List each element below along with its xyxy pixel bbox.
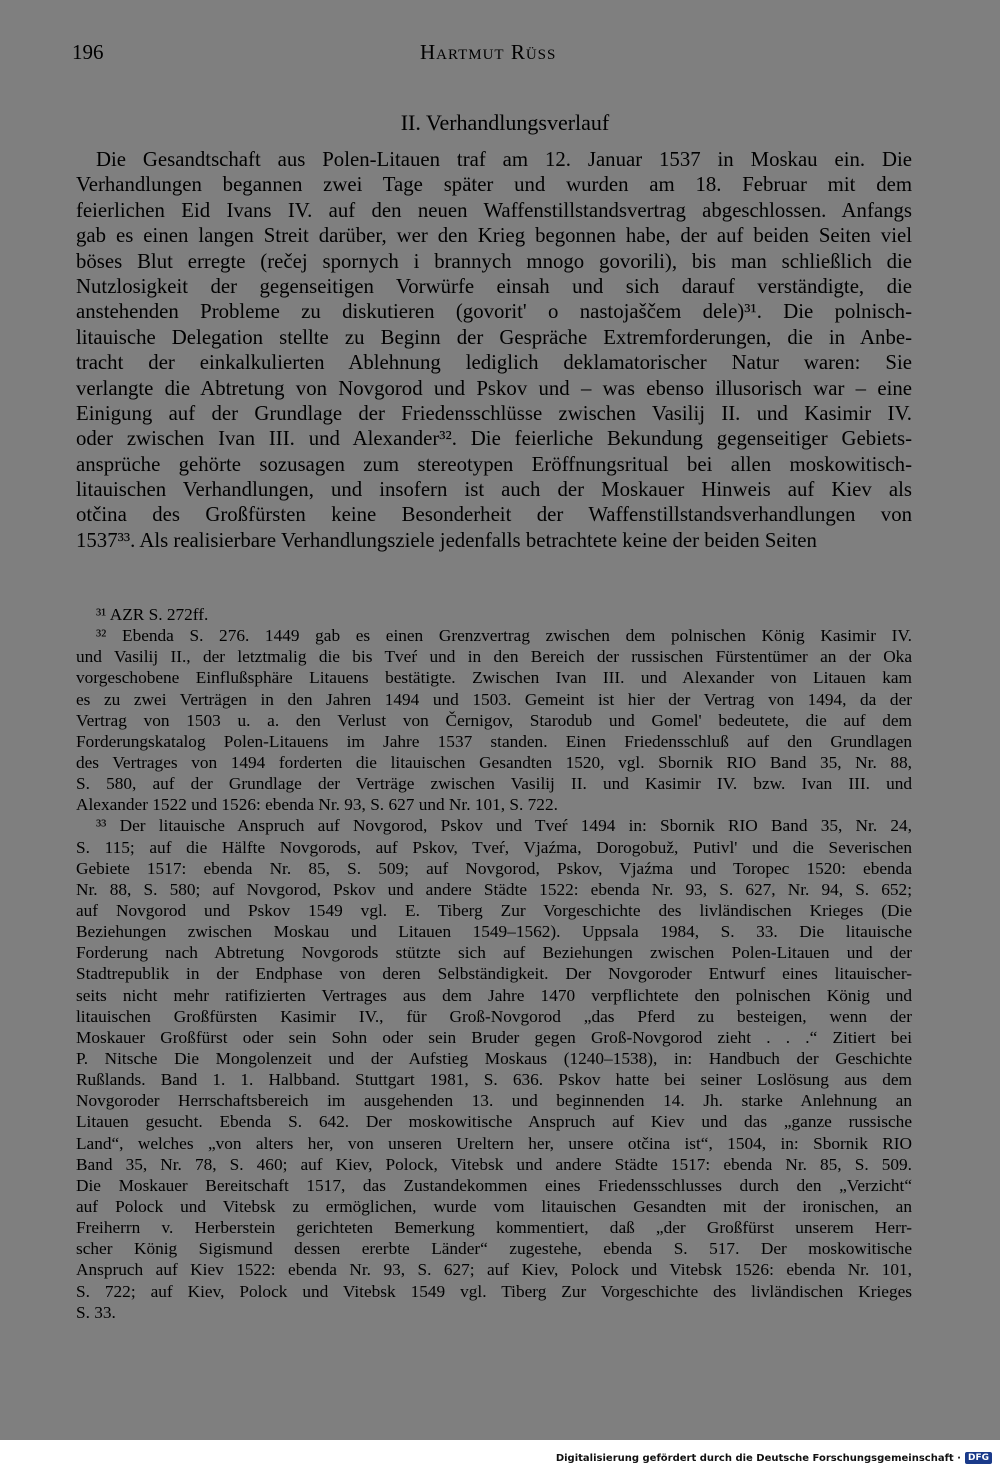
text-line: feierlichen Eid Ivans IV. auf den neuen Waffenstillstandsvertrag abgeschlossen. Anfangs bbox=[76, 198, 912, 222]
digitization-footer bbox=[556, 1452, 992, 1464]
text-line: tracht der einkalkulierten Ablehnung lediglich deklamatorischer Natur waren: Sie bbox=[76, 351, 912, 375]
text-line: Nr. 88, S. 580; auf Novgorod, Pskov und andere Städte 1522: ebenda Nr. 93, S. 627, Nr. 94, S. 652; bbox=[76, 879, 912, 899]
text-line: Novgoroder Herrschaftsbereich im ausgehenden 13. und beginnenden 14. Jh. starke Anlehnung an bbox=[76, 1091, 912, 1111]
text-line: S. 115; auf die Hälfte Novgorods, auf Pskov, Tveŕ, Vjaźma, Dorogobuž, Putivl' und die Severischen bbox=[76, 837, 912, 857]
text-line: Land“, welches „von alters her, von unseren Ureltern her, unsere otčina ist“, 1504, in: Sbornik RIO bbox=[76, 1133, 912, 1153]
text-line: und Vasilij II., der letztmalig die bis Tveŕ und in den Bereich der russischen Fürstentümer an der Oka bbox=[76, 647, 912, 667]
text-line: S. 33. bbox=[76, 1302, 116, 1322]
body-text bbox=[76, 147, 912, 553]
text-line: Verhandlungen begannen zwei Tage später und wurden am 18. Februar mit dem bbox=[76, 173, 912, 197]
text-line: böses Blut erregte (rečej spornych i brannych mnogo govorili), bis man schließlich die bbox=[76, 249, 912, 273]
text-line: gab es einen langen Streit darüber, wer den Krieg begonnen habe, der auf beiden Seiten viel bbox=[76, 224, 912, 248]
section-heading: II. Verhandlungsverlauf bbox=[400, 110, 610, 135]
text-line: Forderung nach Abtretung Novgorods stützte sich auf Beziehungen zwischen Polen-Litauen und der bbox=[76, 943, 912, 963]
text-line: anstehenden Probleme zu diskutieren (govorit' o nastojaščem dele)³¹. Die polnisch- bbox=[76, 300, 912, 324]
text-line: auf Novgorod und Pskov 1549 vgl. E. Tiberg Zur Vorgeschichte des livländischen Krieges (Die bbox=[76, 900, 912, 920]
text-line: Forderungskatalog Polen-Litauens im Jahre 1537 standen. Einen Friedensschluß auf den Grundlagen bbox=[76, 731, 912, 751]
text-line: 1537³³. Als realisierbare Verhandlungsziele jedenfalls betrachtete keine der beiden Seiten bbox=[76, 528, 817, 552]
text-line: seits nicht mehr ratifizierten Vertrages aus dem Jahre 1470 verpflichtete den polnischen König und bbox=[76, 985, 912, 1005]
text-line: oder zwischen Ivan III. und Alexander³². Die feierliche Bekundung gegenseitiger Gebiets- bbox=[76, 427, 912, 451]
text-line: S. 580, auf der Grundlage der Verträge zwischen Vasilij II. und Kasimir IV. bzw. Ivan III. und bbox=[76, 774, 912, 794]
dfg-logo: DFG bbox=[965, 1452, 992, 1464]
text-line: ³² Ebenda S. 276. 1449 gab es einen Grenzvertrag zwischen dem polnischen König Kasimir IV. bbox=[96, 626, 912, 646]
text-line: Gebiete 1517: ebenda Nr. 85, S. 509; auf Novgorod, Pskov, Vjaźma und Toropec 1520: ebenda bbox=[76, 858, 912, 878]
text-line: des Vertrages von 1494 forderten die litauischen Gesandten 1520, vgl. Sbornik RIO Band 35, Nr. 88, bbox=[76, 752, 912, 772]
text-line: Die Gesandtschaft aus Polen-Litauen traf am 12. Januar 1537 in Moskau ein. Die bbox=[96, 148, 912, 171]
text-line: Vertrag von 1503 u. a. den Verlust von Černigov, Starodub und Gomel' bedeutete, die auf dem bbox=[76, 710, 912, 730]
text-line: Beziehungen zwischen Moskau und Litauen 1549–1562). Uppsala 1984, S. 33. Die litauische bbox=[76, 922, 912, 942]
text-line: vorgeschobene Einflußsphäre Litauens bestätigte. Zwischen Ivan III. und Alexander von Litauen kam bbox=[76, 668, 912, 688]
text-line: ³³ Der litauische Anspruch auf Novgorod, Pskov und Tveŕ 1494 in: Sbornik RIO Band 35, Nr. 24, bbox=[96, 816, 912, 836]
text-line: ansprüche gehörte sozusagen zum stereotypen Eröffnungsritual bei allen moskowitisch- bbox=[76, 452, 912, 476]
text-line: Stadtrepublik in der Endphase von deren Selbständigkeit. Der Novgoroder Entwurf eines litauischer- bbox=[76, 964, 912, 984]
text-line: Anspruch auf Kiev 1522: ebenda Nr. 93, S. 627; auf Kiev, Polock und Vitebsk 1526: ebenda Nr. 101, bbox=[76, 1260, 912, 1280]
text-line: auf Polock und Vitebsk zu ermöglichen, wurde vom litauischen Gesandten mit der ironischen, an bbox=[76, 1196, 912, 1216]
text-line: verlangte die Abtretung von Novgorod und Pskov und – was ebenso illusorisch war – eine bbox=[76, 376, 912, 400]
footer-text: Digitalisierung gefördert durch die Deutsche Forschungsgemeinschaft · bbox=[555, 1452, 961, 1464]
text-line: Einigung auf der Grundlage der Friedensschlüsse zwischen Vasilij II. und Kasimir IV. bbox=[76, 401, 912, 425]
running-head: Hartmut Rüss bbox=[420, 40, 557, 64]
text-line: litauischen Großfürsten Kasimir IV., für Groß-Novgorod „das Pferd zu besteigen, wenn der bbox=[76, 1006, 912, 1026]
text-line: ³¹ AZR S. 272ff. bbox=[96, 605, 209, 624]
text-line: Band 35, Nr. 78, S. 460; auf Kiev, Polock, Vitebsk und andere Städte 1517: ebenda Nr. 85, S. 509. bbox=[76, 1154, 912, 1174]
text-line: Die Moskauer Bereitschaft 1517, das Zustandekommen eines Friedensschlusses durch den „Verzicht“ bbox=[76, 1175, 912, 1195]
text-line: Moskauer Großfürst oder sein Sohn oder sein Bruder gegen Groß-Novgorod zieht . . .“ Zitiert bei bbox=[76, 1027, 912, 1047]
text-line: S. 722; auf Kiev, Polock und Vitebsk 1549 vgl. Tiberg Zur Vorgeschichte des livländischen Krieges bbox=[76, 1281, 912, 1301]
text-line: Nutzlosigkeit der gegenseitigen Vorwürfe einsah und sich darauf verständigte, die bbox=[76, 274, 912, 298]
page-number: 196 bbox=[72, 40, 104, 64]
text-line: es zu zwei Verträgen in den Jahren 1494 und 1503. Gemeint ist hier der Vertrag von 1494, da der bbox=[76, 689, 912, 709]
text-line: litauischen Verhandlungen, und insofern ist auch der Moskauer Hinweis auf Kiev als bbox=[76, 478, 912, 502]
text-line: Litauen gesucht. Ebenda S. 642. Der moskowitische Anspruch auf Kiev und das „ganze russische bbox=[76, 1112, 912, 1132]
text-line: Freiherrn v. Herberstein gerichteten Bemerkung kommentiert, daß „der Großfürst unserem Herr- bbox=[76, 1218, 912, 1238]
text-line: P. Nitsche Die Mongolenzeit und der Aufstieg Moskaus (1240–1538), in: Handbuch der Geschichte bbox=[76, 1048, 912, 1068]
text-line: otčina des Großfürsten keine Besonderheit der Waffenstillstandsverhandlungen von bbox=[76, 503, 912, 527]
footnotes bbox=[76, 604, 912, 1323]
text-line: Rußlands. Band 1. 1. Halbband. Stuttgart 1981, S. 636. Pskov hatte bei seiner Loslösung aus dem bbox=[76, 1070, 912, 1090]
text-line: litauische Delegation stellte zu Beginn der Gespräche Extremforderungen, die in Anbe- bbox=[76, 325, 912, 349]
text-line: scher König Sigismund dessen ererbte Länder“ zugestehe, ebenda S. 517. Der moskowitische bbox=[76, 1239, 912, 1259]
text-line: Alexander 1522 und 1526: ebenda Nr. 93, S. 627 und Nr. 101, S. 722. bbox=[76, 795, 558, 815]
